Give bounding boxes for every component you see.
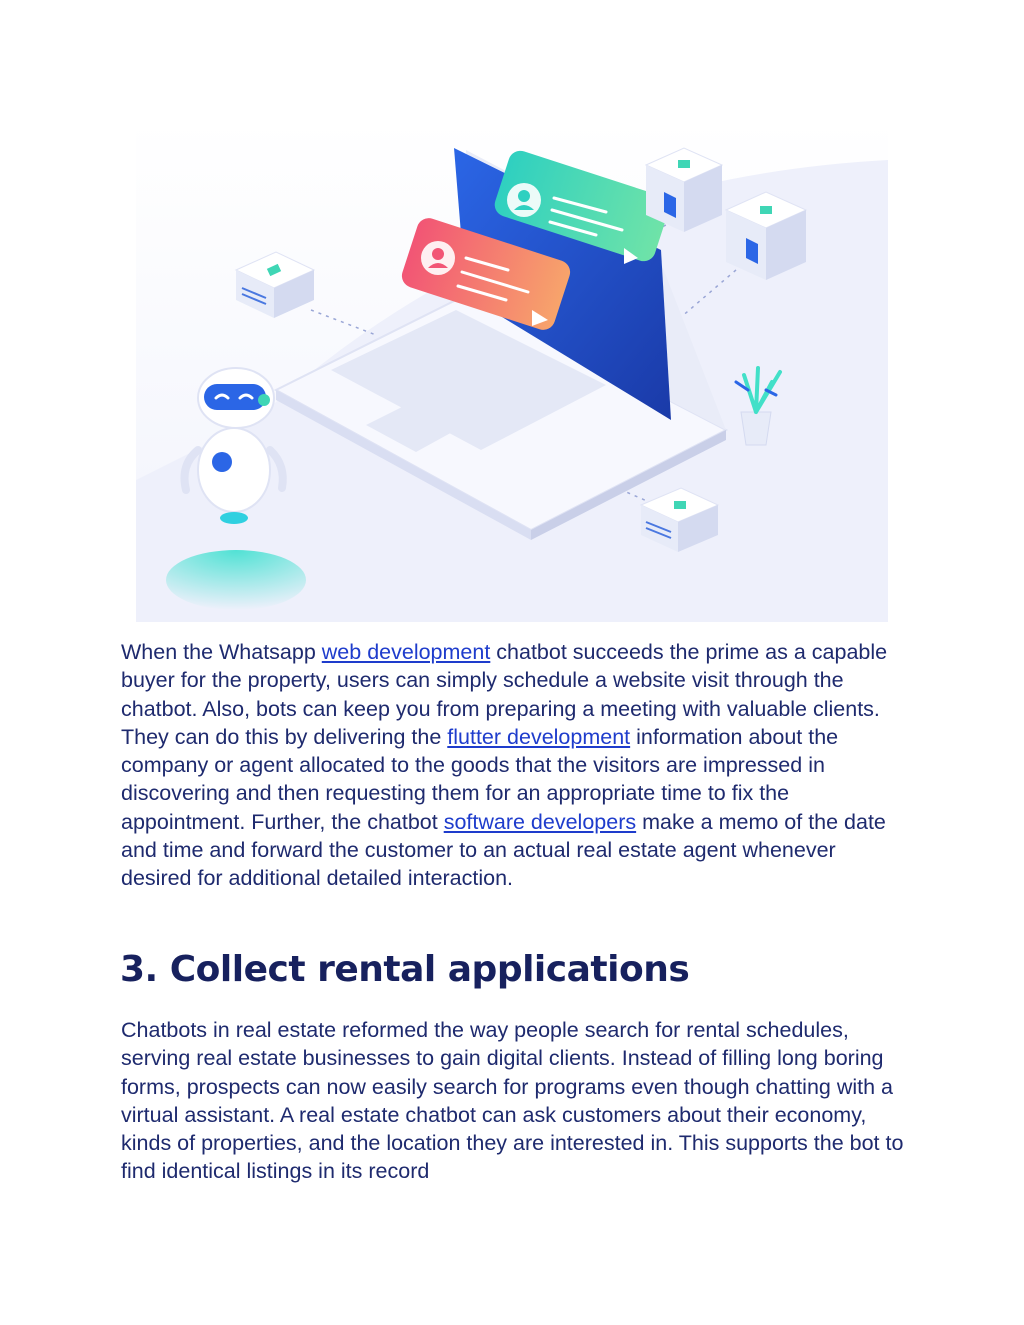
section-heading: 3. Collect rental applications	[120, 949, 690, 990]
robot-beam	[166, 550, 306, 610]
robot-body	[198, 428, 270, 512]
robot-visor	[204, 384, 266, 410]
paragraph-text: When the Whatsapp	[121, 640, 322, 664]
paragraph-text: make a memo of the date and time and forward the customer to an actual real estate agent whenever desired for additional detailed interaction.	[121, 809, 886, 891]
flutter-development-link[interactable]: flutter development	[447, 724, 631, 749]
robot-thruster	[220, 512, 248, 524]
robot-badge-icon	[212, 452, 232, 472]
server-cube-top-2	[726, 192, 806, 280]
web-development-link[interactable]: web development	[321, 640, 491, 664]
server-cube-top-1	[646, 148, 722, 232]
body-paragraph-1	[121, 638, 911, 893]
chatbot-laptop-illustration	[136, 120, 888, 622]
body-paragraph-2: Chatbots in real estate reformed the way people search for rental schedules, serving real estate businesses to gain digital clients. Instead of filling long boring forms, prospects can now easily search for programs even though chatting with a virtual assistant. A real estate chatbot can ask customers about their economy, kinds of properties, and the location they are interested in. This supports the bot to find identical listings in its record	[121, 1018, 904, 1184]
paragraph-text: information about the company or agent allocated to the goods that the visitors are impressed in discovering and then requesting them for an appropriate time to fix the appointment. Further, the chatbot	[121, 724, 839, 834]
paragraph-text: chatbot succeeds the prime as a capable buyer for the property, users can simply schedule a website visit through the chatbot. Also, bots can keep you from preparing a meeting with valuable clients. They can do this by delivering the	[121, 640, 888, 749]
software-developers-link[interactable]: software developers	[443, 809, 637, 834]
